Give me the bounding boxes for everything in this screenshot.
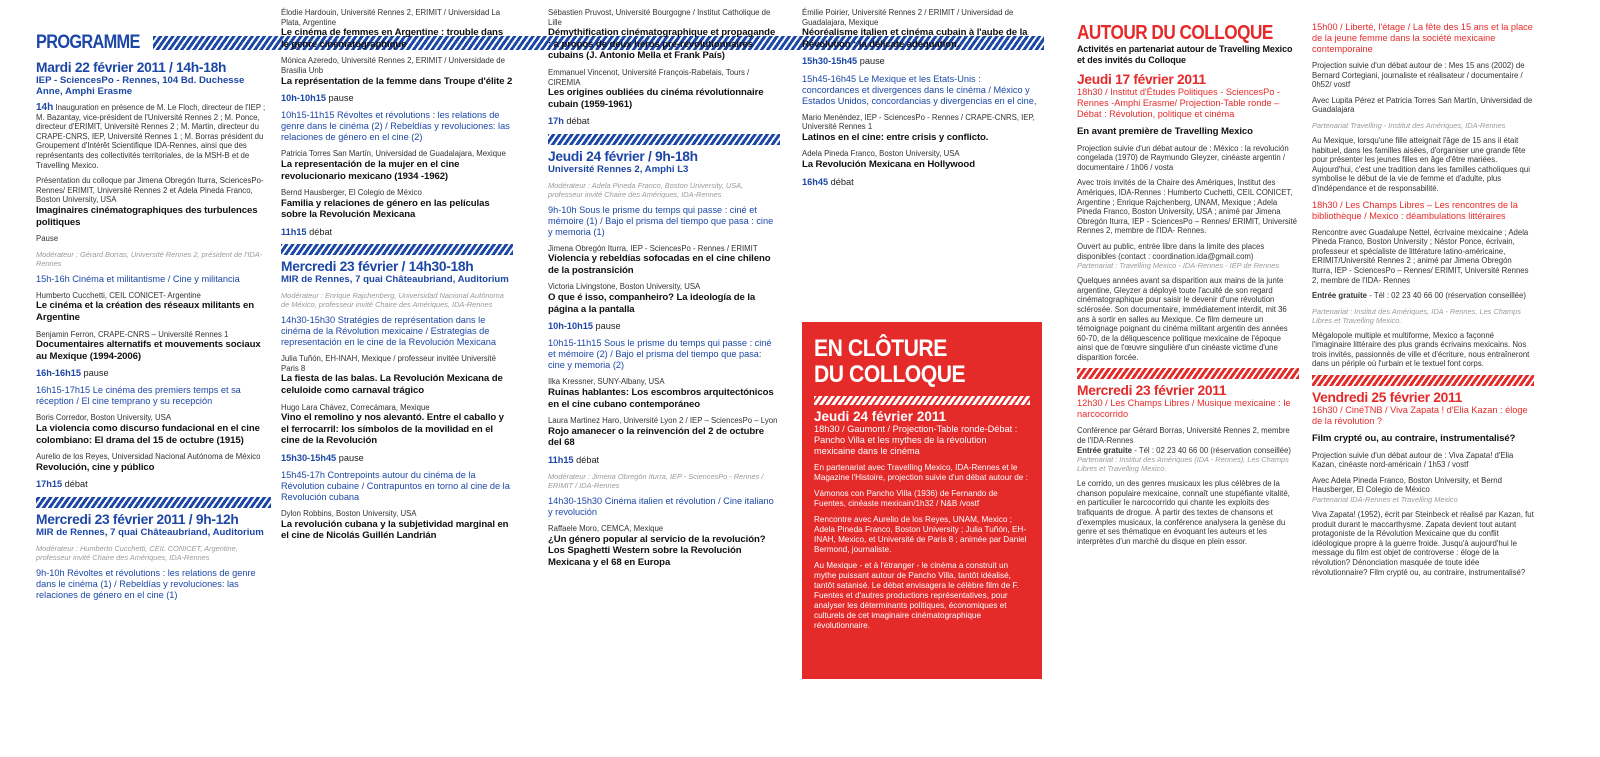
talk-title: Revolución, cine y público <box>36 461 155 473</box>
session-title: 16h15-17h15 Le cinéma des premiers temps et sa réception / El cine temprano y su recepción <box>36 385 241 407</box>
speaker: Aurelio de los Reyes, Universidad Nacional Autónoma de México <box>36 452 261 462</box>
event-text: Rencontre avec Guadalupe Nettel, écrivaine mexicaine ; Adela Pineda Franco, Boston University ; Néstor Ponce, écrivain, professeur et spécialiste de littérature latino-américaine, ERIMIT/Université Rennes 2 ; animé par Jimena Obregón Iturra, IEP - SciencesPo – Rennes/ ERIMIT, Université Rennes 2, membre de l'IDA- Rennes <box>1312 227 1529 285</box>
event-slot: 16h30 / CinéTNB / Viva Zapata ! d'Elia Kazan : éloge de la révolution ? <box>1312 405 1528 427</box>
speaker: Sébastien Pruvost, Université Bourgogne / Institut Catholique de Lille <box>548 8 771 27</box>
day-heading: Mercredi 23 février / 14h30-18h <box>281 259 474 275</box>
closure-hatch <box>814 396 1030 405</box>
section-hatch <box>36 497 271 508</box>
day-heading: Vendredi 25 février 2011 <box>1312 390 1463 406</box>
talk-title: Le cinéma de femmes en Argentine : trouble dans le genre cinématographique <box>281 27 504 50</box>
talk-title: Le cinéma et la création des réseaux militants en Argentine <box>36 300 254 323</box>
speaker: Benjamin Ferron, CRAPE-CNRS – Université Rennes 1 <box>36 329 229 339</box>
talk-title: O que é isso, companheiro? La ideología de la página a la pantalla <box>548 291 756 315</box>
session-title: 15h45-16h45 Le Mexique et les Etats-Unis : concordances et divergences dans le cinéma / México y Estados Unidos, concordancias y divergencias en el cine, <box>802 73 1037 106</box>
column-1 <box>36 60 271 601</box>
event-text: Quelques années avant sa disparition aux mains de la junte argentine, Gleyzer a déployé toute l'acuité de son regard cinématographique pour saisir le devenir d'une révolution sclérosée. Son documentaire, immédiatement interdit, mit 36 ans à sortir en salles au Mexique. Ce film demeure un témoignage poignant du cinéma militant argentin des années 60-70, de la déliquescence politique mexicaine de l'époque ainsi que de l'œuvre singulière d'un cinéaste victime d'une disparition forcée. <box>1077 276 1288 362</box>
speaker: Julia Tuñón, EH-INAH, Mexique / professeur invitée Université Paris 8 <box>281 354 496 373</box>
speaker: Mónica Azeredo, Université Rennes 2, ERIMIT / Universidade de Brasilia Unb <box>281 56 505 75</box>
partner-note: Partenariat : Travelling Mexico - IDA-Rennes - IEP de Rennes <box>1077 261 1280 271</box>
autour-subtitle: Activités en partenariat autour de Travelling Mexico et des invités du Colloque <box>1077 44 1293 65</box>
day-heading: Jeudi 24 février / 9h-18h <box>548 148 698 164</box>
speaker: Élodie Hardouin, Université Rennes 2, ERIMIT / Universidad La Plata, Argentine <box>281 8 501 27</box>
speaker: Émilie Poirier, Université Rennes 2 / ERIMIT / Universidad de Guadalajara, Mexique <box>802 8 1014 27</box>
talk-title: Violencia y rebeldías sofocadas en el cine chileno de la postransición <box>548 253 771 276</box>
partner-note: Partenariat : Institut des Amériques (IDA - Rennes), Les Champs Libres et Travelling Mexico. <box>1077 455 1289 474</box>
talk-title: Documentaires alternatifs et mouvements sociaux au Mexique (1994-2006) <box>36 339 261 362</box>
moderator: Modérateur : Humberto Cucchetti, CEIL CONICET, Argentine, professeur invité Chaire des Amériques, IDA-Rennes <box>36 543 238 562</box>
session-title: 14h30-15h30 Cinéma italien et révolution / Cine italiano y revolución <box>548 496 774 518</box>
pause-slot: 10h-10h15 pause <box>548 321 621 332</box>
moderator: Modérateur : Gérard Borras, Université Rennes 2, président de l'IDA-Rennes <box>36 249 263 268</box>
event-text: Avec Adela Pineda Franco, Boston University, et Bernd Hausberger, El Colegio de México <box>1312 475 1502 495</box>
speaker: Adela Pineda Franco, Boston University, USA <box>802 149 960 159</box>
speaker: Ilka Kressner, SUNY-Albany, USA <box>548 377 665 387</box>
column-4 <box>802 8 1040 188</box>
section-hatch <box>281 244 513 255</box>
moderator: Modérateur : Jimena Obregón Iturra, IEP - SciencesPo - Rennes / ERIMIT / IDA-Rennes <box>548 472 764 491</box>
closure-text: Rencontre avec Aurelio de los Reyes, UNAM, Mexico ; Adela Pineda Franco, Boston University ; Julia Tuñón, EH-INAH, Mexico, et Université de Paris 8 ; animée par Daniel Bermond, journaliste. <box>814 515 1027 554</box>
event-text: Ouvert au public, entrée libre dans la limite des places disponibles (contact : coordination.ida@gmail.com) <box>1077 241 1265 261</box>
talk-title: Les origines oubliées du cinéma révolutionnaire cubain (1959-1961) <box>548 87 764 110</box>
speaker: Boris Corredor, Boston University, USA <box>36 413 172 423</box>
speaker: Hugo Lara Chávez, Correcámara, Mexique <box>281 402 430 412</box>
speaker: Mario Menéndez, IEP - SciencesPo - Rennes / CRAPE-CNRS, IEP, Université Rennes 1 <box>802 112 1035 132</box>
event-text: Projection suivie d'un débat autour de : Viva Zapata! d'Elia Kazan, cinéaste nord-américain / 1h53 / vostf <box>1312 450 1514 470</box>
debate-slot: 17h débat <box>548 116 590 127</box>
day-place: MIR de Rennes, 7 quai Châteaubriand, Auditorium <box>36 526 264 538</box>
closure-subtitle: 18h30 / Gaumont / Projection-Table ronde-Débat : Pancho Villa et les mythes de la révolution mexicaine dans le cinéma <box>814 424 1018 456</box>
speaker: Victoria Livingstone, Boston University, USA <box>548 282 701 292</box>
pause-slot: 15h30-15h45 pause <box>281 452 364 463</box>
event-text: Le corrido, un des genres musicaux les plus célèbres de la chanson populaire mexicaine, connaît une stupéfiante vitalité, en particulier le narcocorrido qui chante les exploits des trafiquants de drogue. À partir des textes de chansons et d'exemples musicaux, la conférence analysera la genèse du genre et ses thématique en évoquant les auteurs et les interprètes d'un marché du disque en plein essor. <box>1077 479 1290 546</box>
entry-info: Entrée gratuite - Tél : 02 23 40 66 00 (réservation conseillée) <box>1077 445 1291 455</box>
closure-title-2: DU COLLOQUE <box>814 361 966 388</box>
event-text: Au Mexique, lorsqu'une fille atteignait l'âge de 15 ans il était habituel, dans les familles aisées, d'organiser une grande fête pour présenter les jeunes filles en âge d'être mariées. Aujourd'hui, c'est une tradition dans les familles catholiques qui symbolise le début de la vie de femme et d'adulte, plus d'indépendance et de responsabilité. <box>1312 135 1530 193</box>
event-text: Avec Lupita Pérez et Patricia Torres San Martín, Universidad de Guadalajara <box>1312 95 1533 115</box>
session-title: 9h-10h Révoltes et révolutions : les relations de genre dans le cinéma (1) / Rebeldías y revoluciones: las relaciones de género en el cine (1) <box>36 567 256 600</box>
inauguration: 14h Inauguration en présence de M. Le Floch, directeur de l'IEP ; M. Bazantay, vice-président de l'Université Rennes 2 ; M. Ponce, directeur d'ERIMIT, Université Rennes 2 ; M. Martin, directeur du CRAPE-CNRS, IEP, Université Rennes 1 ; M. Borras président du Groupement d'Intérêt Scientifique IDA-Rennes, ainsi que des représentants des collectivités territoriales, de la MSH-B et de Travelling Mexico. <box>36 102 266 170</box>
session-title: 9h-10h Sous le prisme du temps qui passe : ciné et mémoire (1) / Bajo el prisma del tiempo que pasa : cine y memoria (1) <box>548 204 774 237</box>
pause-slot: 16h-16h15 pause <box>36 368 109 379</box>
speaker: Raffaele Moro, CEMCA, Mexique <box>548 524 664 534</box>
event-text: Avec trois invités de la Chaire des Amériques, Institut des Amériques, IDA-Rennes : Humberto Cuchetti, CEIL CONICET, Argentine ; Enrique Rajchenberg, UNAM, Mexique ; Adela Pineda Franco, Boston University, USA ; animé par Jimena Obregón Iturra, IEP - SciencesPo – Rennes/ ERIMIT, Université Rennes 2, membre de l'IDA- Rennes. <box>1077 178 1297 236</box>
pause-label: Pause <box>36 234 59 244</box>
talk-title: Démythification cinématographique et propagande : à propos de deux héros pré-révolutionnaires cubains (J. Antonio Mella et Frank País) <box>548 27 776 62</box>
event-slot: 12h30 / Les Champs Libres / Musique mexicaine : le narcocorrido <box>1077 398 1291 420</box>
column-6 <box>1312 22 1534 577</box>
section-hatch <box>1312 375 1534 386</box>
closure-title-1: EN CLÔTURE <box>814 335 947 362</box>
presentation: Présentation du colloque par Jimena Obregón Iturra, SciencesPo-Rennes/ ERIMIT, Université Rennes 2 et Adela Pineda Franco, Boston University, USA <box>36 176 264 205</box>
talk-title: Latinos en el cine: entre crisis y conflicto. <box>802 131 989 143</box>
partner-note: Partenariat Travelling - Institut des Amériques, IDA-Rennes <box>1312 120 1506 130</box>
event-slot: 18h30 / Institut d'Études Politiques - SciencesPo - Rennes -Amphi Erasme/ Projection-Table ronde –Débat : Révolution, politique et cinéma <box>1077 87 1280 119</box>
talk-title: La revolución cubana y la subjetividad marginal en el cine de Nicolás Guillén Landrián <box>281 518 509 542</box>
talk-title: Vino el remolino y nos alevantó. Entre el caballo y el ferrocarril: los símbolos de la movilidad en el cine de la Revolución <box>281 412 504 447</box>
closure-day: Jeudi 24 février 2011 <box>814 409 947 424</box>
speaker: Jimena Obregón Iturra, IEP - SciencesPo - Rennes / ERIMIT <box>548 243 758 253</box>
entry-info: Entrée gratuite - Tél : 02 23 40 66 00 (réservation conseillée) <box>1312 291 1526 301</box>
closure-text: Au Mexique - et à l'étranger - le cinéma a construit un mythe puissant autour de Pancho Villa, tantôt idéalisé, tantôt satanisé. Le débat envisagera le célèbre film de F. Fuentes et d'autres productions représentatives, pour analyser les déterminants politiques, économiques et culturels de cet imaginaire cinématographique révolutionnaire. <box>814 561 1019 630</box>
session-title: 10h15-11h15 Révoltes et révolutions : les relations de genre dans le cinéma (2) / Rebeldías y revoluciones: las relaciones de género en el cine (2) <box>281 110 510 143</box>
event-text: Mégalopole multiple et multiforme, Mexico a façonné l'imaginaire littéraire des plus grands écrivains mexicains. Nos trois invités, passionnés de ville et d'écriture, nous entraîneront dans un périple où l'urbain et le textuel font corps. <box>1312 330 1530 369</box>
closure-box <box>802 322 1042 679</box>
moderator: Modérateur : Adela Pineda Franco, Boston University, USA, professeur invité Chaire des Amériques, IDA-Rennes <box>548 180 744 199</box>
talk-title: La violencia como discurso fundacional en el cine colombiano: El drama del 15 de octubre (1915) <box>36 423 260 446</box>
partner-note: Partenariat IDA-Rennes et Travelling Mexico <box>1312 495 1458 505</box>
debate-slot: 16h45 débat <box>802 176 854 187</box>
section-hatch <box>548 134 780 145</box>
column-2 <box>281 8 513 542</box>
day-place: IEP - SciencesPo - Rennes, 104 Bd. Duchesse Anne, Amphi Erasme <box>36 75 245 97</box>
closure-text: En partenariat avec Travelling Mexico, IDA-Rennes et le Magazine l'Histoire, projection suivie d'un débat autour de : <box>814 463 1028 482</box>
talk-title: Néoréalisme italien et cinéma cubain à l'aube de la Révolution : la délicate adéquation. <box>802 27 1028 50</box>
debate-slot: 11h15 débat <box>548 454 600 465</box>
speaker: Dylon Robbins, Boston University, USA <box>281 509 417 519</box>
event-text: Projection suivie d'un débat autour de : Mes 15 ans (2002) de Bernard Cortegiani, journaliste et réalisateur / documentaire / 0h52/ vostf <box>1312 61 1525 90</box>
talk-title: ¿Un género popular al servicio de la revolución? Los Spaghetti Western sobre la Revolución Mexicana y el 68 en Europa <box>548 533 766 568</box>
talk-title: La Revolución Mexicana en Hollywood <box>802 158 975 170</box>
autour-title: AUTOUR DU COLLOQUE <box>1077 22 1273 44</box>
event-head: En avant première de Travelling Mexico <box>1077 126 1253 137</box>
programme-title: PROGRAMME <box>36 32 140 53</box>
event-text: Conférence par Gérard Borras, Université Rennes 2, membre de l'IDA-Rennes <box>1077 426 1290 446</box>
talk-title: Rojo amanecer o la reinvención del 2 de octubre del 68 <box>548 425 765 449</box>
day-heading: Mardi 22 février 2011 / 14h-18h <box>36 60 227 75</box>
talk-title: Ruinas hablantes: Los escombros arquitectónicos en el cine cubano contemporáneo <box>548 386 774 410</box>
session-title: 15h45-17h Contrepoints autour du cinéma de la Révolution cubaine / Contrapuntos en torno al cine de la Revolución cubana <box>281 470 510 503</box>
pause-slot: 15h30-15h45 pause <box>802 56 885 67</box>
event-text: Viva Zapata! (1952), écrit par Steinbeck et réalisé par Kazan, fut produit durant le maccarthysme. Zapata devient tout autant protagoniste de la Révolution Mexicaine que du conflit idéologique propre à la guerre froide. Jusqu'à aujourd'hui le message du film est objet de controverse : éloge de la révolution? Dénonciation masquée de toute idée révolutionnaire? Film crypté ou, au contraire, instrumentalisé? <box>1312 510 1534 577</box>
event-head: Film crypté ou, au contraire, instrumentalisé? <box>1312 433 1516 445</box>
day-place: MIR de Rennes, 7 quai Châteaubriand, Auditorium <box>281 274 509 286</box>
event-text: Projection suivie d'un débat autour de : México : la revolución congelada (1970) de Raymundo Gleyzer, cinéaste argentin / documentaire / 1h06 / vosta <box>1077 143 1289 172</box>
moderator: Modérateur : Enrique Rajchenberg, Universidad Nacional Autónoma de México, professeur invité Chaire des Amériques, IDA-Rennes <box>281 291 504 310</box>
session-title: 14h30-15h30 Stratégies de représentation dans le cinéma de la Révolution mexicaine / Estrategias de representación en le cine de la Revolución Mexicana <box>281 315 497 348</box>
session-title: 15h-16h Cinéma et militantisme / Cine y militancia <box>36 273 240 284</box>
day-heading: Jeudi 17 février 2011 <box>1077 72 1206 87</box>
partner-note: Partenariat : Institut des Amériques, IDA - Rennes, Les Champs Libres et Travelling Mexico. <box>1312 306 1521 325</box>
closure-film: Vámonos con Pancho Villa (1936) de Fernando de Fuentes, cinéaste mexicain/1h32 / N&B /vostf <box>814 489 998 508</box>
debate-slot: 17h15 débat <box>36 479 88 490</box>
speaker: Bernd Hausberger, El Colegio de México <box>281 188 422 198</box>
speaker: Laura Martinez Haro, Université Lyon 2 / IEP – SciencesPo – Lyon <box>548 416 778 426</box>
section-hatch <box>1077 368 1299 379</box>
day-heading: Mercredi 23 février 2011 <box>1077 383 1227 399</box>
day-heading: Mercredi 23 février 2011 / 9h-12h <box>36 511 239 527</box>
speaker: Patricia Torres San Martín, Universidad de Guadalajara, Mexique <box>281 149 506 159</box>
day-place: Université Rennes 2, Amphi L3 <box>548 163 689 175</box>
speaker: Emmanuel Vincenot, Université François-Rabelais, Tours / CIREMIA <box>548 67 750 87</box>
talk-title: La fiesta de las balas. La Revolución Mexicana de celuloide como carnaval trágico <box>281 373 503 396</box>
session-title: 10h15-11h15 Sous le prisme du temps qui passe : ciné et mémoire (2) / Bajo el prisma del tiempo que pasa: cine y memoria (2) <box>548 338 772 371</box>
event-slot: 18h30 / Les Champs Libres – Les rencontres de la bibliothèque / Mexico : déambulations littéraires <box>1312 199 1518 221</box>
speaker: Humberto Cucchetti, CEIL CONICET- Argentine <box>36 290 201 300</box>
event-slot: 15h00 / Liberté, l'étage / La fête des 15 ans et la place de la jeune femme dans la société mexicaine contemporaine <box>1312 22 1533 54</box>
talk-title: La représentation de la femme dans Troupe d'élite 2 <box>281 75 513 87</box>
talk-title: La representación de la mujer en el cine revolucionario mexicano (1934 -1962) <box>281 158 460 182</box>
pause-slot: 10h-10h15 pause <box>281 93 354 104</box>
talk-title: Familia y relaciones de género en las películas sobre la Revolución Mexicana <box>281 197 490 221</box>
debate-slot: 11h15 débat <box>281 226 333 237</box>
column-3 <box>548 8 780 568</box>
column-5 <box>1077 22 1299 546</box>
talk-title: Imaginaires cinématographiques des turbulences politiques <box>36 204 258 228</box>
